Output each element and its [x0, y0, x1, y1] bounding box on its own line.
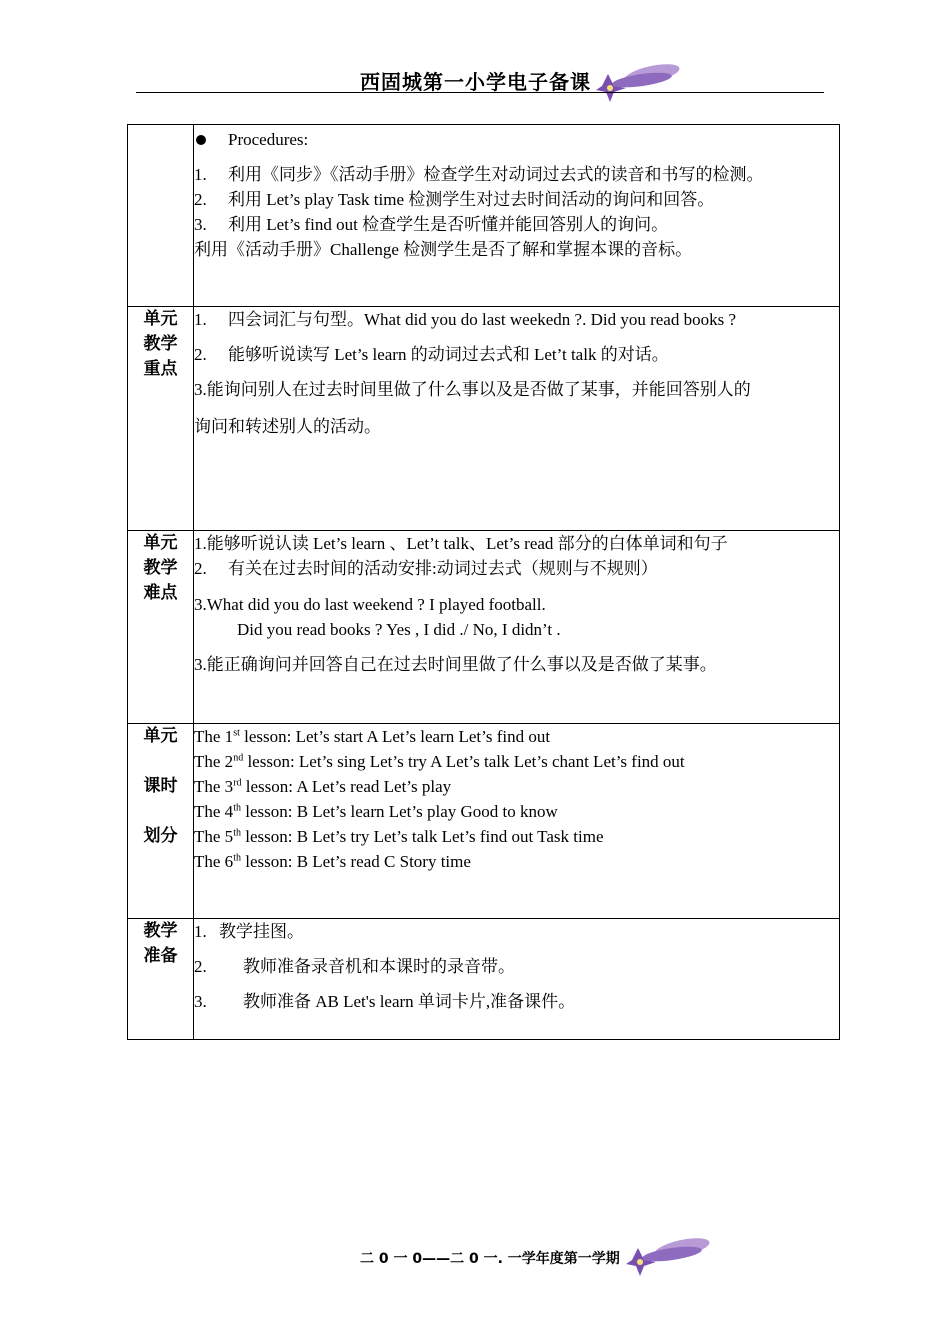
row-label-lesson-division: [128, 724, 194, 919]
list-item: 3.What did you do last weekend ? I played football.: [194, 595, 546, 614]
list-item: 利用《活动手册》Challenge 检测学生是否了解和掌握本课的音标。: [194, 240, 693, 259]
list-item: 询问和转述别人的活动。: [194, 417, 381, 436]
list-number: 1.: [194, 922, 207, 941]
lesson-line: The 6th lesson: B Let’s read C Story time: [194, 852, 471, 871]
preparation-cell: [194, 919, 840, 1040]
table-row: [128, 531, 840, 724]
lesson-division-cell: [194, 724, 840, 919]
list-number: 1.: [194, 310, 207, 329]
footer-flower-icon: [622, 1230, 712, 1278]
list-item: 利用《同步》《活动手册》检查学生对动词过去式的读音和书写的检测。: [228, 165, 764, 184]
list-item: 3.能正确询问并回答自己在过去时间里做了什么事以及是否做了某事。: [194, 655, 717, 674]
list-item: Did you read books ? Yes , I did ./ No, I didn’t .: [237, 620, 561, 639]
header-rule: [136, 92, 824, 93]
table-row: [128, 125, 840, 307]
list-number: 2.: [194, 345, 207, 364]
lesson-line: The 4th lesson: B Let’s learn Let’s play Good to know: [194, 802, 558, 821]
row-label-empty: [128, 125, 194, 307]
row-label-preparation: [128, 919, 194, 1040]
difficulties-cell: [194, 531, 840, 724]
list-number: 2.: [194, 559, 207, 578]
label-line: 单元: [143, 533, 178, 553]
list-item: 教学挂图。: [219, 922, 304, 941]
row-label-key-points: [128, 307, 194, 531]
row-label-difficulties: [128, 531, 194, 724]
list-item: 1.能够听说认读 Let’s learn 、Let’t talk、Let’s read 部分的白体单词和句子: [194, 534, 728, 553]
list-number: 2.: [194, 957, 207, 976]
label-line: 单元: [143, 726, 178, 746]
label-line: 准备: [143, 946, 178, 966]
lesson-line: The 3rd lesson: A Let’s read Let’s play: [194, 777, 452, 796]
list-item: 能够听说读写 Let’s learn 的动词过去式和 Let’t talk 的对话。: [228, 345, 669, 364]
list-item: 教师准备 AB Let's learn 单词卡片,准备课件。: [243, 992, 576, 1011]
list-item: 利用 Let’s find out 检查学生是否听懂并能回答别人的询问。: [228, 215, 669, 234]
list-item: 3.能询问别人在过去时间里做了什么事以及是否做了某事，并能回答别人的: [194, 380, 751, 399]
footer-school-year: 二 0 一 0——二 0 一. 一学年度第一学期: [360, 1251, 620, 1267]
list-number: 2.: [194, 190, 207, 209]
lesson-line: The 5th lesson: B Let’s try Let’s talk Let’s find out Task time: [194, 827, 604, 846]
page-header-title: 西固城第一小学电子备课: [360, 70, 591, 94]
label-line: 单元: [143, 309, 178, 329]
lesson-line: The 1st lesson: Let’s start A Let’s learn Let’s find out: [194, 727, 551, 746]
list-number: 3.: [194, 215, 207, 234]
label-line: 教学: [143, 921, 178, 941]
label-line: 难点: [143, 583, 178, 603]
list-item: 教师准备录音机和本课时的录音带。: [243, 957, 515, 976]
key-points-cell: [194, 307, 840, 531]
list-number: 3.: [194, 992, 207, 1011]
label-line: 划分: [143, 826, 178, 846]
table-row: [128, 307, 840, 531]
procedures-label: Procedures:: [228, 130, 309, 149]
label-line: 重点: [143, 359, 178, 379]
bullet-icon: [196, 135, 206, 145]
label-line: 教学: [143, 558, 178, 578]
lesson-plan-table: [127, 124, 840, 1040]
list-number: 1.: [194, 165, 207, 184]
label-line: 教学: [143, 334, 178, 354]
label-line: 课时: [143, 776, 178, 796]
lesson-line: The 2nd lesson: Let’s sing Let’s try A Let’s talk Let’s chant Let’s find out: [194, 752, 685, 771]
list-item: 有关在过去时间的活动安排:动词过去式（规则与不规则）: [228, 559, 658, 578]
table-row: [128, 919, 840, 1040]
header-flower-icon: [592, 56, 684, 104]
procedures-cell: [194, 125, 840, 307]
list-item: 利用 Let’s play Task time 检测学生对过去时间活动的询问和回答。: [228, 190, 715, 209]
table-row: [128, 724, 840, 919]
list-item: 四会词汇与句型。What did you do last weekedn ?. Did you read books ?: [228, 310, 737, 329]
